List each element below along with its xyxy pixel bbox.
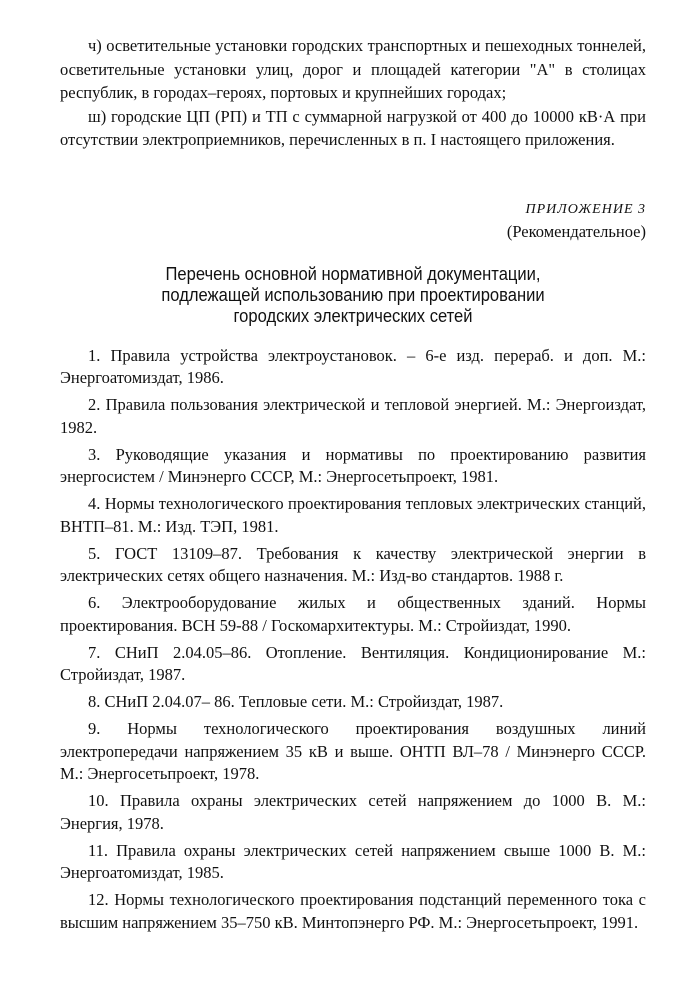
paragraph-ch: ч) осветительные установки городских транспортных и пешеходных тоннелей, осветительные установки улиц, дорог и площадей категории "А" в столицах республик, в городах–героях, портовых и крупнейших городах;	[60, 36, 646, 102]
appendix-kind: (Рекомендательное)	[506, 221, 646, 241]
list-item: 7. СНиП 2.04.05–86. Отопление. Вентиляция. Кондиционирование М.: Стройиздат, 1987.	[60, 642, 646, 684]
list-item: 6. Электрооборудование жилых и общественных зданий. Нормы проектирования. ВСН 59-88 / Госкомархитектуры. М.: Стройиздат, 1990.	[60, 593, 646, 635]
list-item: 9. Нормы технологического проектирования воздушных линий электропередачи напряжением 35 кВ и выше. ОНТП ВЛ–78 / Минэнерго СССР. М.: Энергосетьпроект, 1978.	[60, 719, 646, 783]
heading-line: подлежащей использованию при проектировании	[161, 284, 545, 305]
list-item: 4. Нормы технологического проектирования тепловых электрических станций, ВНТП–81. М.: Изд. ТЭП, 1981.	[60, 494, 646, 536]
list-item: 8. СНиП 2.04.07– 86. Тепловые сети. М.: Стройиздат, 1987.	[88, 692, 504, 711]
list-item: 10. Правила охраны электрических сетей напряжением до 1000 В. М.: Энергия, 1978.	[60, 791, 646, 833]
heading-line: городских электрических сетей	[233, 305, 473, 326]
section-heading	[83, 264, 622, 327]
list-item: 3. Руководящие указания и нормативы по проектированию развития энергосистем / Минэнерго СССР, М.: Энергосетьпроект, 1981.	[60, 444, 646, 486]
top-paragraphs	[60, 34, 646, 152]
paragraph-sh: ш) городские ЦП (РП) и ТП с суммарной нагрузкой от 400 до 10000 кВ·А при отсутствии электроприемников, перечисленных в п. I настоящего приложения.	[60, 106, 646, 149]
list-item: 11. Правила охраны электрических сетей напряжением свыше 1000 В. М.: Энергоатомиздат, 1985.	[60, 840, 646, 882]
list-item: 12. Нормы технологического проектирования подстанций переменного тока с высшим напряжением 35–750 кВ. Минтопэнерго РФ. М.: Энергосетьпроект, 1991.	[60, 890, 646, 932]
list-item: 5. ГОСТ 13109–87. Требования к качеству электрической энергии в электрических сетях общего назначения. М.: Изд-во стандартов. 1988 г.	[60, 543, 646, 585]
heading-line: Перечень основной нормативной документации,	[165, 263, 541, 284]
list-item: 2. Правила пользования электрической и тепловой энергией. М.: Энергоиздат, 1982.	[60, 395, 646, 437]
appendix-label: ПРИЛОЖЕНИЕ 3	[525, 201, 646, 217]
list-item: 1. Правила устройства электроустановок. – 6-е изд. перераб. и доп. М.: Энергоатомиздат, 1986.	[60, 345, 646, 387]
document-list	[60, 345, 646, 935]
